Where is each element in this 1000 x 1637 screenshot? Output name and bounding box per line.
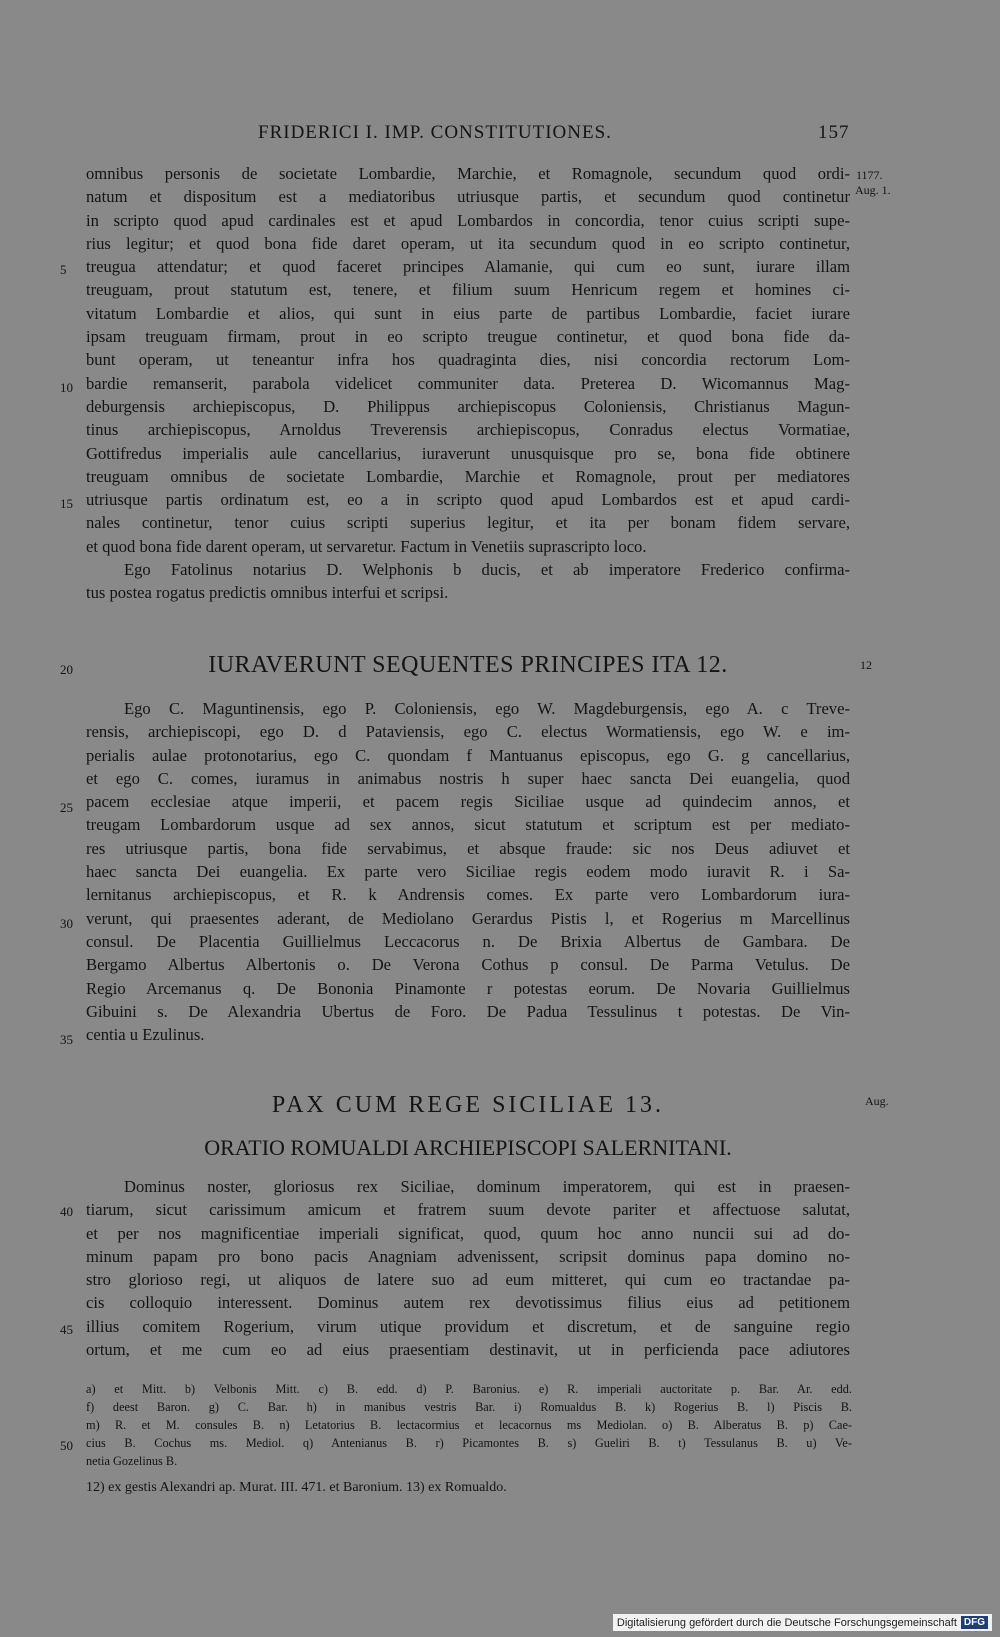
- section-heading-iuraverunt: IURAVERUNT SEQUENTES PRINCIPES ITA 12.: [208, 652, 728, 678]
- text-line: Regio Arcemanus q. De Bononia Pinamonte r potestas eorum. De Novaria Guillielmus: [86, 978, 850, 998]
- text-line: treuguam omnibus de societate Lombardie, Marchie et Romagnole, prout per mediatores: [86, 466, 850, 486]
- text-line: nales continetur, tenor cuius scripti superius legitur, et ita per bonam fidem servare,: [86, 513, 850, 533]
- text-line: Gibuini s. De Alexandria Ubertus de Foro. De Padua Tessulinus t potestas. De Vin-: [86, 1001, 850, 1021]
- text-line: rius legitur; et quod bona fide daret operam, ut ita secundum quod in eo scripto continetur,: [86, 233, 850, 253]
- text-line: consul. De Placentia Guillielmus Leccacorus n. De Brixia Albertus de Gambara. De: [86, 931, 850, 951]
- text-line: utriusque partis ordinatum est, eo a in scripto quod apud Lombardos est et apud cardi-: [86, 490, 850, 510]
- line-number: 25: [60, 800, 73, 815]
- text-line: minum papam pro bono pacis Anagniam advenissent, scripsit dominus papa domino no-: [86, 1246, 850, 1266]
- line-number: 50: [60, 1438, 73, 1453]
- section-1-text: [86, 162, 850, 605]
- footnote-line: m) R. et M. consules B. n) Letatorius B. lectacormius et lecacornus ms Mediolan. o) B. Alberatus B. p) Cae-: [86, 1418, 852, 1432]
- section-3-text: [86, 1175, 850, 1361]
- text-line: in scripto quod apud cardinales est et apud Lombardos in concordia, tenor cuius scripti supe-: [86, 210, 850, 230]
- margin-aug: Aug.: [865, 1094, 889, 1108]
- text-line: lernitanus archiepiscopus, et R. k Andrensis comes. Ex parte vero Lombardorum iura-: [86, 885, 850, 905]
- section-2-text: [86, 697, 850, 1046]
- running-title: FRIDERICI I. IMP. CONSTITUTIONES.: [258, 122, 612, 143]
- text-line: res utriusque partis, bona fide servabimus, et absque fraude: sic nos Deus adiuvet et: [86, 838, 850, 858]
- digitization-credit: [613, 1614, 992, 1631]
- text-line: verunt, qui praesentes aderant, de Mediolano Gerardus Pistis l, et Rogerius m Marcellinus: [86, 908, 850, 928]
- text-line: treugua attendatur; et quod faceret principes Alamanie, qui cum eo sunt, iurare illam: [86, 257, 850, 277]
- margin-footnote-ref: 12: [860, 658, 872, 672]
- text-line: Gottifredus imperialis aule cancellarius, iuraverunt unusquisque pro se, bona fide obtinere: [86, 443, 850, 463]
- text-line: Ego Fatolinus notarius D. Welphonis b ducis, et ab imperatore Frederico confirma-: [124, 560, 850, 580]
- text-line: rensis, archiepiscopi, ego D. d Pataviensis, ego C. electus Wormatiensis, ego W. e im-: [86, 722, 850, 742]
- text-line: tiarum, sicut carissimum amicum et fratrem suum devote pariter et affectuose salutat,: [86, 1200, 850, 1220]
- text-line: haec sancta Dei euangelia. Ex parte vero Siciliae regis eodem modo iuravit R. i Sa-: [86, 862, 850, 882]
- footnote-line: netia Gozelinus B.: [86, 1454, 178, 1468]
- text-line: tinus archiepiscopus, Arnoldus Treverensis archiepiscopus, Conradus electus Vormatiae,: [86, 420, 850, 440]
- text-line: ipsam treuguam firmam, prout in eo scripto treugue continetur, et quod bona fide da-: [86, 327, 850, 347]
- line-number: 15: [60, 496, 73, 511]
- text-line: bunt operam, ut teneantur infra hos quadraginta dies, nisi concordia rectorum Lom-: [86, 350, 850, 370]
- line-number: 10: [60, 380, 73, 395]
- footnote-line: f) deest Baron. g) C. Bar. h) in manibus vestris Bar. i) Romualdus B. k) Rogerius B. l) Piscis B.: [86, 1400, 852, 1414]
- text-line: treugam Lombardorum usque ad sex annos, sicut statutum et scriptum est per mediato-: [86, 815, 850, 835]
- text-line: stro glorioso regi, ut aliquos de latere suo ad eum mitteret, qui cum eo tractandae pa-: [86, 1270, 850, 1290]
- line-number: 5: [60, 262, 67, 277]
- footnote-line: cius B. Cochus ms. Mediol. q) Antenianus B. r) Picamontes B. s) Gueliri B. t) Tessulanus B. u) Ve-: [86, 1436, 852, 1450]
- text-line: illius comitem Rogerium, virum utique providum et discretum, et de sanguine regio: [86, 1316, 850, 1336]
- text-line: perialis aulae protonotarius, ego C. quondam f Mantuanus episcopus, ego G. g cancellarius,: [86, 745, 850, 765]
- text-line: deburgensis archiepiscopus, D. Philippus archiepiscopus Coloniensis, Christianus Magun-: [86, 396, 850, 416]
- line-number: 45: [60, 1322, 73, 1337]
- line-number: 30: [60, 916, 73, 931]
- footnotes-apparatus: [86, 1380, 852, 1470]
- footnote-line: a) et Mitt. b) Velbonis Mitt. c) B. edd. d) P. Baronius. e) R. imperiali auctoritate p. Bar. Ar. edd.: [86, 1382, 852, 1396]
- section-heading-pax: PAX CUM REGE SICILIAE 13.: [271, 1092, 665, 1118]
- text-line: vitatum Lombardie et alios, qui sunt in eius parte de partibus Lombardie, faciet iurare: [86, 303, 850, 323]
- section-heading-oratio: ORATIO ROMUALDI ARCHIEPISCOPI SALERNITANI.: [204, 1135, 732, 1160]
- text-line: et quod bona fide darent operam, ut servaretur. Factum in Venetiis suprascripto loco.: [86, 536, 647, 556]
- text-line: et ego C. comes, iuramus in animabus nostris h super haec sancta Dei euangelia, quod: [86, 768, 850, 788]
- dfg-logo-icon: DFG: [961, 1616, 988, 1629]
- source-references: 12) ex gestis Alexandri ap. Murat. III. 471. et Baronium. 13) ex Romualdo.: [86, 1480, 507, 1495]
- credit-text: Digitalisierung gefördert durch die Deutsche Forschungsgemeinschaft: [616, 1616, 957, 1629]
- text-line: et per nos magnificentiae imperiali significat, quod, quum hoc anno nuncii sui ad do-: [86, 1223, 850, 1243]
- line-number: 35: [60, 1032, 73, 1047]
- line-number: 40: [60, 1204, 73, 1219]
- text-line: Dominus noster, gloriosus rex Siciliae, dominum imperatorem, qui est in praesen-: [124, 1177, 850, 1196]
- text-line: cis colloquio interessent. Dominus autem rex devotissimus filius eius ad petitionem: [86, 1293, 850, 1313]
- margin-year: 1177.: [856, 168, 883, 182]
- text-line: omnibus personis de societate Lombardie, Marchie, et Romagnole, secundum quod ordi-: [86, 164, 850, 183]
- margin-date: Aug. 1.: [855, 183, 891, 197]
- text-line: treuguam, prout statutum est, tenere, et filium suum Henricum regem et homines ci-: [86, 280, 850, 300]
- text-line: centia u Ezulinus.: [86, 1025, 205, 1045]
- line-number: 20: [60, 662, 73, 677]
- text-line: pacem ecclesiae atque imperii, et pacem regis Siciliae usque ad quindecim annos, et: [86, 792, 850, 812]
- text-line: ortum, et me cum eo ad eius praesentiam destinavit, ut in perficienda pace adiutores: [86, 1340, 850, 1360]
- text-line: tus postea rogatus predictis omnibus interfui et scripsi.: [86, 583, 449, 603]
- text-line: natum et dispositum est a mediatoribus utriusque partis, et secundum quod continetur: [86, 187, 850, 207]
- text-line: Bergamo Albertus Albertonis o. De Verona Cothus p consul. De Parma Vetulus. De: [86, 955, 850, 975]
- text-line: Ego C. Maguntinensis, ego P. Coloniensis, ego W. Magdeburgensis, ego A. c Treve-: [124, 699, 850, 718]
- page-number: 157: [818, 122, 850, 143]
- text-line: bardie remanserit, parabola videlicet communiter data. Preterea D. Wicomannus Mag-: [86, 373, 850, 393]
